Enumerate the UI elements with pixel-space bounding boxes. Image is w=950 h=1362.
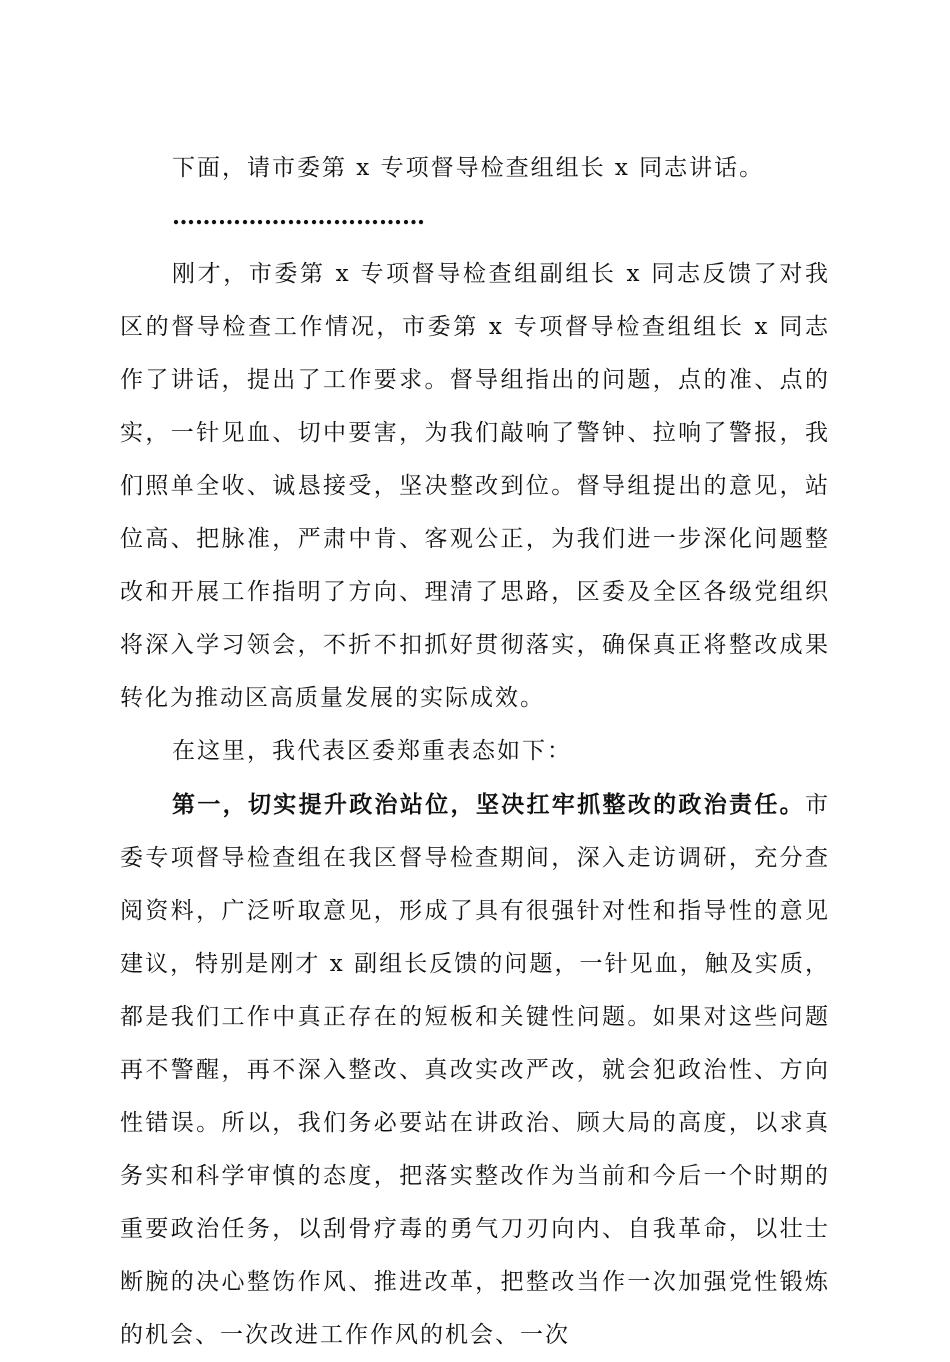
document-body [120,142,830,1362]
paragraph-statement-intro: 在这里，我代表区委郑重表态如下： [172,738,572,764]
section-1-body: 市委专项督导检查组在我区督导检查期间，深入走访调研，充分查阅资料，广泛听取意见，形成了具有很强针对性和指导性的意见建议，特别是刚才 x 副组长反馈的问题，一针见血，触及实质，都是我们工作中真正存在的短板和关键性问题。如果对这些问题再不警醒，再不深入整改、真改实改严改，就会犯政治性、方向性错误。所以，我们务必要站在讲政治、顾大局的高度，以求真务实和科学审慎的态度，把落实整改作为当前和今后一个时期的重要政治任务，以刮骨疗毒的勇气刀刃向内、自我革命，以壮士断腕的决心整饬作风、推进改革，把整改当作一次加强党性锻炼的机会、一次改进工作作风的机会、一次 [120,792,830,1348]
section-1-heading: 第一，切实提升政治站位，坚决扛牢抓整改的政治责任。 [172,791,805,818]
intro-line: 下面，请市委第 x 专项督导检查组组长 x 同志讲话。 [172,155,765,181]
ellipsis-divider: …………………………… [172,203,425,230]
paragraph-feedback: 刚才，市委第 x 专项督导检查组副组长 x 同志反馈了对我区的督导检查工作情况，市委第 x 专项督导检查组组长 x 同志作了讲话，提出了工作要求。督导组指出的问题，点的准、点的实，一针见血、切中要害，为我们敲响了警钟、拉响了警报，我们照单全收、诚恳接受，坚决整改到位。督导组提出的意见，站位高、把脉准，严肃中肯、客观公正，为我们进一步深化问题整改和开展工作指明了方向、理清了思路，区委及全区各级党组织将深入学习领会，不折不扣抓好贯彻落实，确保真正将整改成果转化为推动区高质量发展的实际成效。 [120,261,830,711]
section-1 [120,778,830,1362]
spacer [120,238,830,248]
